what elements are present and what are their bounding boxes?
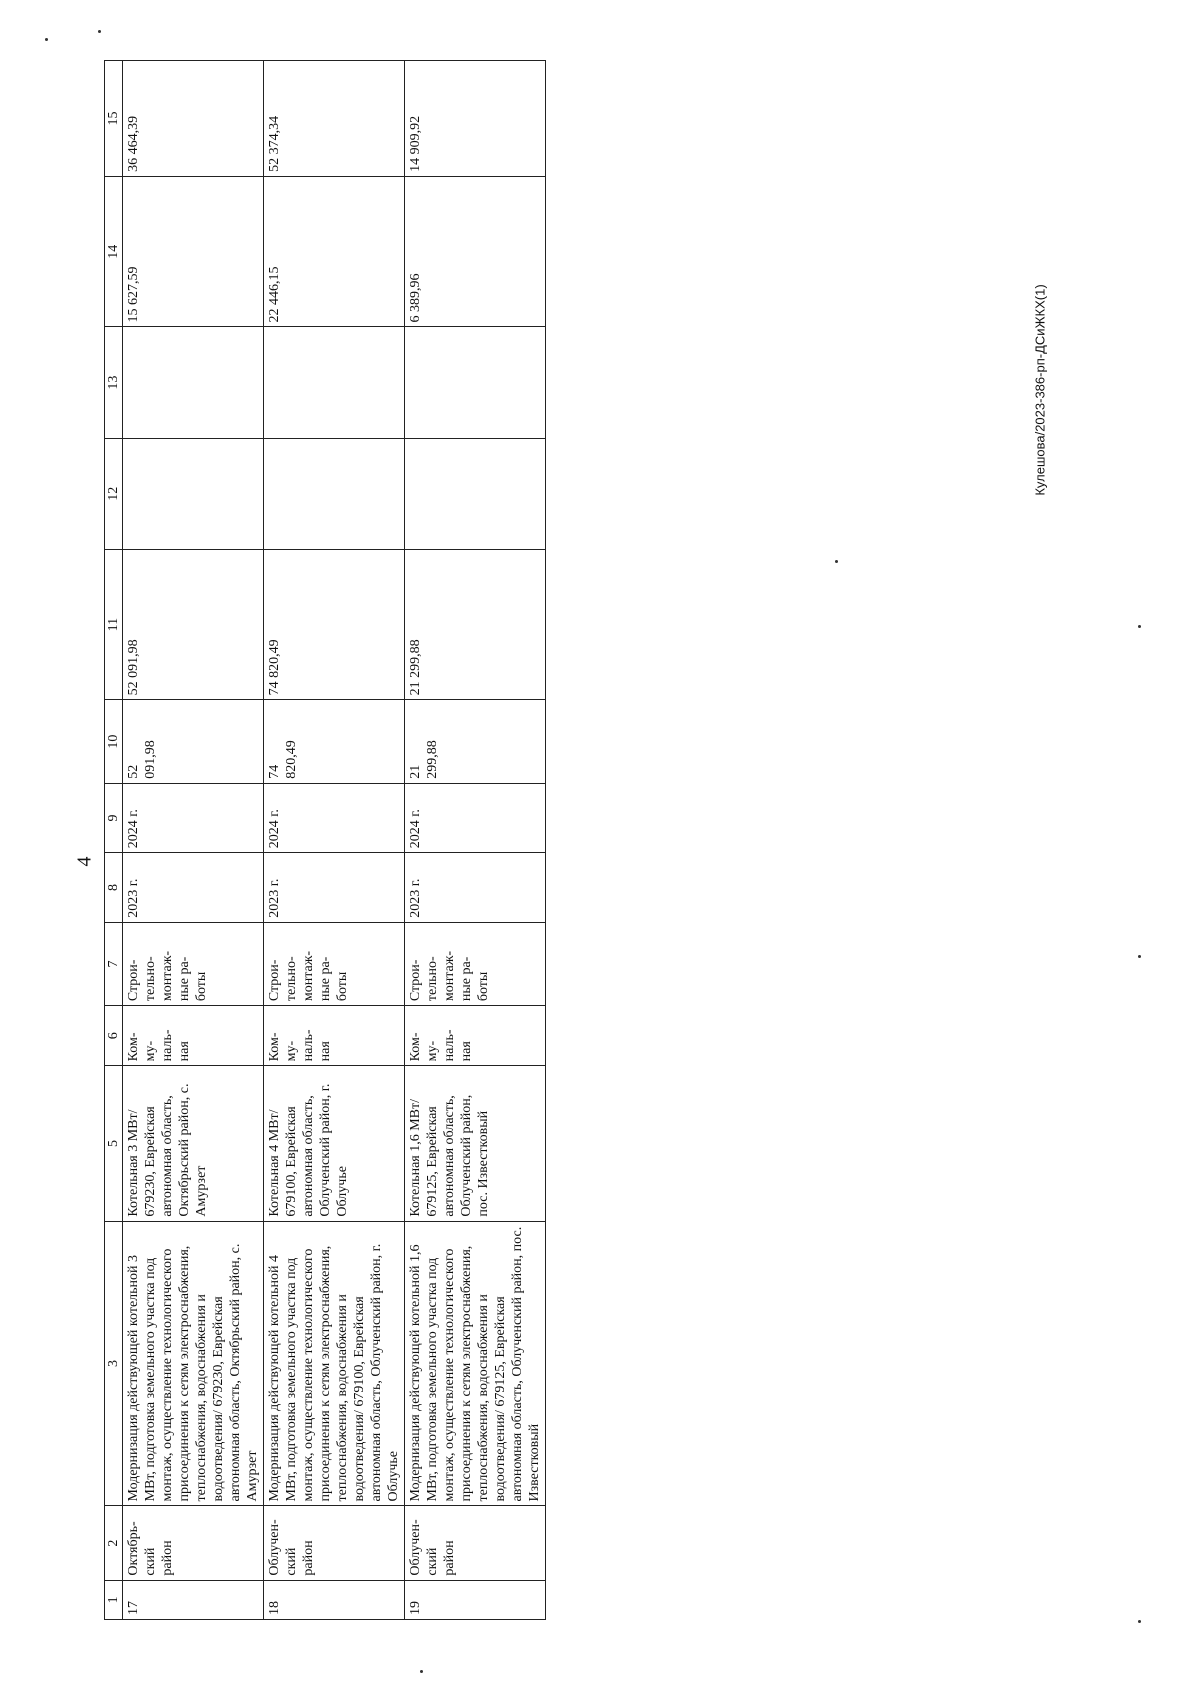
work-type-cell: Строи- тельно- монтаж- ные ра- боты bbox=[264, 922, 405, 1005]
amount-col10-cell: 21 299,88 bbox=[405, 700, 546, 783]
header-cell: 3 bbox=[105, 1221, 123, 1506]
header-cell: 11 bbox=[105, 549, 123, 700]
scan-speck bbox=[1138, 1620, 1141, 1623]
amount-col10-cell: 74 820,49 bbox=[264, 700, 405, 783]
row-number: 18 bbox=[264, 1580, 405, 1619]
header-row bbox=[105, 61, 123, 1620]
description-cell: Модернизация действующей котельной 4 МВт, подготовка земельного участка под монтаж, осуществление технологического присоединения к сетям электроснабжения, теплоснабжения, водоснабжения и водоотведения/ 679100, Еврейская автономная область, Облученский район, г. Облучье bbox=[264, 1221, 405, 1506]
ownership-cell: Ком- му- наль- ная bbox=[405, 1006, 546, 1066]
object-cell: Котельная 4 МВт/ 679100, Еврейская автономная область, Облученский район, г. Облучье bbox=[264, 1066, 405, 1221]
description-cell: Модернизация действующей котельной 1,6 МВт, подготовка земельного участка под монтаж, осуществление технологического присоединения к сетям электроснабжения, теплоснабжения, водоснабжения и водоотведения/ 679125, Еврейская автономная область, Облученский район, пос. Известковый bbox=[405, 1221, 546, 1506]
district-cell: Октябрь- ский район bbox=[123, 1506, 264, 1580]
amount-col12-cell bbox=[405, 438, 546, 549]
header-cell: 5 bbox=[105, 1066, 123, 1221]
table-row bbox=[264, 61, 405, 1620]
header-cell: 9 bbox=[105, 783, 123, 852]
work-type-cell: Строи- тельно- монтаж- ные ра- боты bbox=[405, 922, 546, 1005]
description-cell: Модернизация действующей котельной 3 МВт, подготовка земельного участка под монтаж, осуществление технологического присоединения к сетям электроснабжения, теплоснабжения, водоснабжения и водоотведения/ 679230, Еврейская автономная область, Октябрьский район, с. Амурзет bbox=[123, 1221, 264, 1506]
start-year-cell: 2023 г. bbox=[264, 853, 405, 922]
amount-col13-cell bbox=[123, 327, 264, 438]
rotated-sheet bbox=[104, 60, 542, 1620]
amount-col11-cell: 21 299,88 bbox=[405, 549, 546, 700]
scan-speck bbox=[1138, 955, 1141, 958]
scan-speck bbox=[1138, 625, 1141, 628]
reference-code-text: Кулешова/2023-386-рп-ДСиЖКХ(1) bbox=[1032, 284, 1048, 496]
table-row bbox=[123, 61, 264, 1620]
ownership-cell: Ком- му- наль- ная bbox=[264, 1006, 405, 1066]
district-cell: Облучен- ский район bbox=[405, 1506, 546, 1580]
scan-speck bbox=[835, 560, 838, 563]
page-number: 4 bbox=[73, 856, 96, 867]
amount-col13-cell bbox=[264, 327, 405, 438]
start-year-cell: 2023 г. bbox=[405, 853, 546, 922]
end-year-cell: 2024 г. bbox=[123, 783, 264, 852]
header-cell: 2 bbox=[105, 1506, 123, 1580]
header-cell: 7 bbox=[105, 922, 123, 1005]
amount-col15-cell: 52 374,34 bbox=[264, 61, 405, 177]
district-cell: Облучен- ский район bbox=[264, 1506, 405, 1580]
amount-col15-cell: 14 909,92 bbox=[405, 61, 546, 177]
amount-col12-cell bbox=[264, 438, 405, 549]
amount-col11-cell: 52 091,98 bbox=[123, 549, 264, 700]
end-year-cell: 2024 г. bbox=[264, 783, 405, 852]
end-year-cell: 2024 г. bbox=[405, 783, 546, 852]
amount-col14-cell: 22 446,15 bbox=[264, 176, 405, 327]
row-number: 19 bbox=[405, 1580, 546, 1619]
ownership-cell: Ком- му- наль- ная bbox=[123, 1006, 264, 1066]
header-cell: 8 bbox=[105, 853, 123, 922]
header-cell: 1 bbox=[105, 1580, 123, 1619]
work-type-cell: Строи- тельно- монтаж- ные ра- боты bbox=[123, 922, 264, 1005]
header-cell: 10 bbox=[105, 700, 123, 783]
amount-col15-cell: 36 464,39 bbox=[123, 61, 264, 177]
amount-col13-cell bbox=[405, 327, 546, 438]
header-cell: 15 bbox=[105, 61, 123, 177]
object-cell: Котельная 3 МВт/ 679230, Еврейская автономная область, Октябрьский район, с. Амурзет bbox=[123, 1066, 264, 1221]
scan-speck bbox=[45, 38, 48, 41]
amount-col14-cell: 6 389,96 bbox=[405, 176, 546, 327]
amount-col14-cell: 15 627,59 bbox=[123, 176, 264, 327]
header-cell: 12 bbox=[105, 438, 123, 549]
amount-col10-cell: 52 091,98 bbox=[123, 700, 264, 783]
amount-col11-cell: 74 820,49 bbox=[264, 549, 405, 700]
row-number: 17 bbox=[123, 1580, 264, 1619]
start-year-cell: 2023 г. bbox=[123, 853, 264, 922]
header-cell: 6 bbox=[105, 1006, 123, 1066]
object-cell: Котельная 1,6 МВт/ 679125, Еврейская автономная область, Облученский район, пос. Известковый bbox=[405, 1066, 546, 1221]
investment-table bbox=[104, 60, 546, 1620]
header-cell: 13 bbox=[105, 327, 123, 438]
table-row bbox=[405, 61, 546, 1620]
scan-speck bbox=[420, 1670, 423, 1673]
scan-speck bbox=[98, 30, 101, 33]
amount-col12-cell bbox=[123, 438, 264, 549]
header-cell: 14 bbox=[105, 176, 123, 327]
